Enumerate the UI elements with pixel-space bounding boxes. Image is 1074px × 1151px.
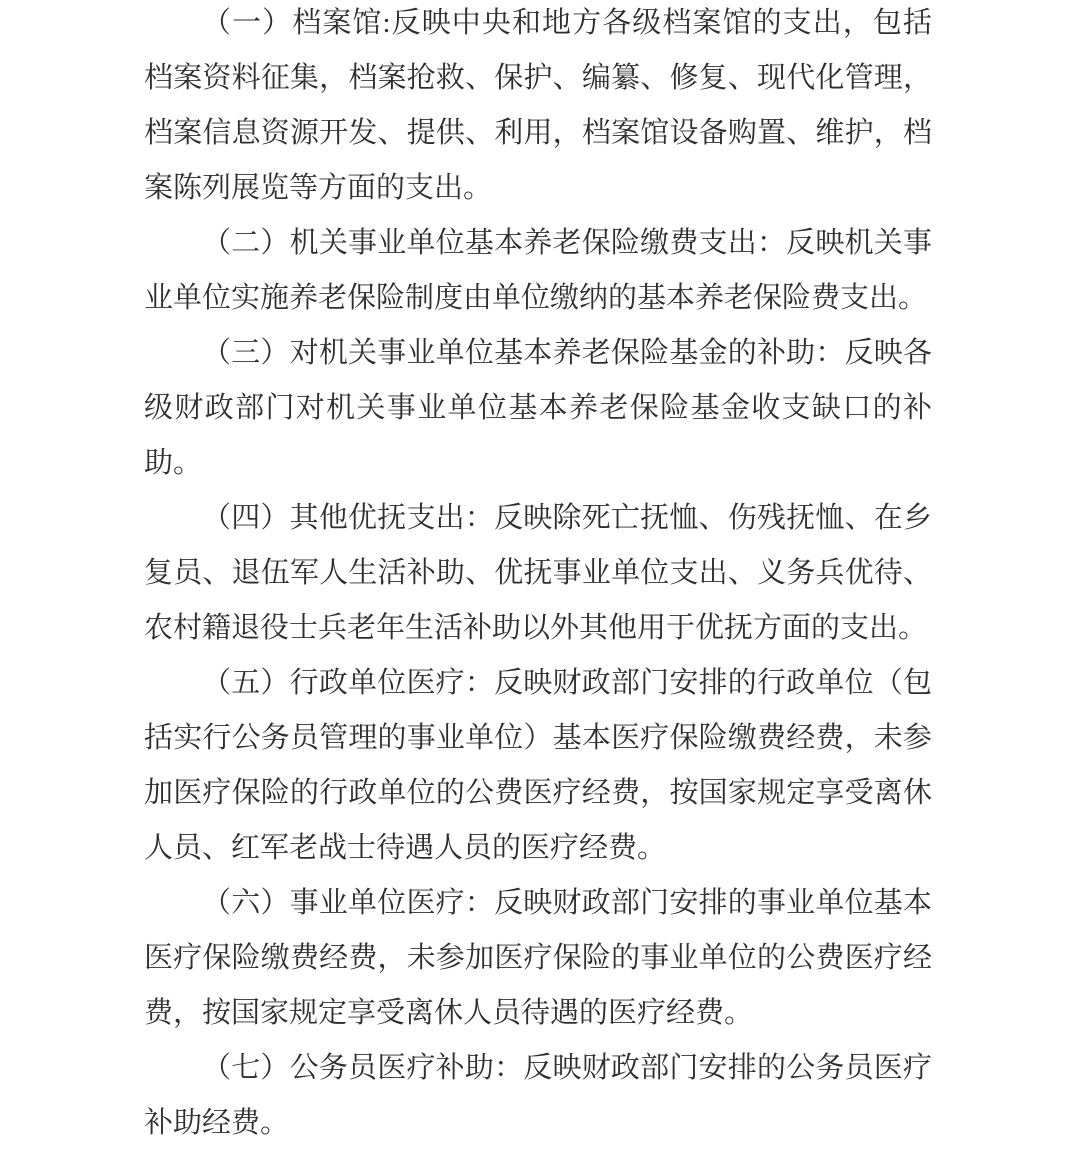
paragraph-item-3: （三）对机关事业单位基本养老保险基金的补助：反映各级财政部门对机关事业单位基本养老保险基金收支缺口的补助。 — [144, 337, 932, 479]
paragraph-item-4: （四）其他优抚支出：反映除死亡抚恤、伤残抚恤、在乡复员、退伍军人生活补助、优抚事业单位支出、义务兵优待、农村籍退役士兵老年生活补助以外其他用于优抚方面的支出。 — [144, 502, 932, 644]
paragraph-item-6: （六）事业单位医疗：反映财政部门安排的事业单位基本医疗保险缴费经费，未参加医疗保险的事业单位的公费医疗经费，按国家规定享受离休人员待遇的医疗经费。 — [144, 887, 932, 1029]
document-page — [144, 0, 932, 1151]
paragraph-item-1: （一）档案馆:反映中央和地方各级档案馆的支出，包括档案资料征集，档案抢救、保护、编纂、修复、现代化管理，档案信息资源开发、提供、利用，档案馆设备购置、维护，档案陈列展览等方面的支出。 — [144, 7, 932, 204]
paragraph-item-2: （二）机关事业单位基本养老保险缴费支出：反映机关事业单位实施养老保险制度由单位缴纳的基本养老保险费支出。 — [144, 227, 932, 314]
paragraph-item-7: （七）公务员医疗补助：反映财政部门安排的公务员医疗补助经费。 — [144, 1052, 932, 1139]
paragraph-item-5: （五）行政单位医疗：反映财政部门安排的行政单位（包括实行公务员管理的事业单位）基本医疗保险缴费经费，未参加医疗保险的行政单位的公费医疗经费，按国家规定享受离休人员、红军老战士待遇人员的医疗经费。 — [144, 667, 932, 864]
